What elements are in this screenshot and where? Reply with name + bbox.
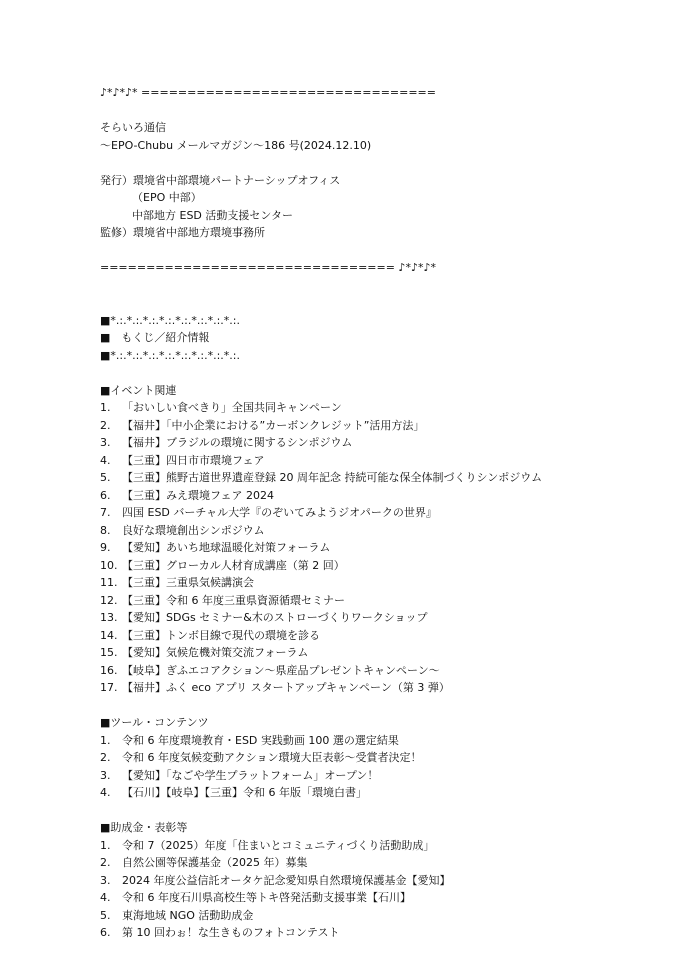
toc-heading: ■ もくじ／紹介情報 xyxy=(100,331,210,344)
list-item xyxy=(100,767,660,785)
item-text: 令和 7（2025）年度「住まいとコミュニティづくり活動助成」 xyxy=(122,838,435,852)
item-number: 6. xyxy=(100,926,111,939)
item-text: 自然公園等保護基金（2025 年）募集 xyxy=(122,856,308,869)
item-text: 2024 年度公益信託オータケ記念愛知県自然環境保護基金【愛知】 xyxy=(122,873,451,887)
item-number: 5. xyxy=(100,471,111,484)
item-text: 「おいしい食べきり」全国共同キャンペーン xyxy=(122,401,342,414)
item-text: 【石川】【岐阜】【三重】令和 6 年版「環境白書」 xyxy=(122,786,367,799)
item-number: 15. xyxy=(100,646,118,659)
list-item xyxy=(100,522,660,540)
item-number: 13. xyxy=(100,611,118,624)
list-item xyxy=(100,399,660,417)
item-number: 17. xyxy=(100,681,118,694)
item-number: 6. xyxy=(100,488,111,502)
item-text: 【愛知】「なごや学生プラットフォーム」オープン！ xyxy=(122,768,379,782)
section-heading-tools: ■ツール・コンテンツ xyxy=(100,716,209,729)
list-item xyxy=(100,644,660,662)
list-item xyxy=(100,679,660,697)
list-item xyxy=(100,907,660,925)
item-number: 3. xyxy=(100,436,111,449)
item-text: 【三重】トンボ目線で現代の環境を診る xyxy=(122,628,320,642)
list-item xyxy=(100,434,660,452)
list-item xyxy=(100,417,660,435)
list-item xyxy=(100,837,660,855)
item-text: 良好な環境創出シンポジウム xyxy=(122,523,265,537)
newsletter-subtitle: ～EPO-Chubu メールマガジン～186 号(2024.12.10) xyxy=(100,138,372,152)
item-text: 【三重】令和 6 年度三重県資源循環セミナー xyxy=(122,593,345,607)
item-number: 11. xyxy=(100,576,118,589)
list-item xyxy=(100,452,660,470)
item-number: 1. xyxy=(100,733,111,747)
item-text: 【福井】ふく eco アプリ スタートアップキャンペーン（第 3 弾） xyxy=(122,681,450,694)
header-decoration-top: ♪*♪*♪* ================================ xyxy=(100,86,436,99)
list-item xyxy=(100,504,660,522)
item-number: 10. xyxy=(100,558,118,572)
item-text: 第 10 回わぉ！な生きものフォトコンテスト xyxy=(122,926,340,939)
toc-border-top: ■*.:.*.:.*.:.*.:.*.:.*.:.*.:.*.:. xyxy=(100,313,240,327)
list-item xyxy=(100,609,660,627)
item-number: 3. xyxy=(100,768,111,782)
toc-border-bottom: ■*.:.*.:.*.:.*.:.*.:.*.:.*.:.*.:. xyxy=(100,348,240,362)
item-text: 【三重】みえ環境フェア 2024 xyxy=(122,488,274,502)
list-item xyxy=(100,469,660,487)
item-number: 1. xyxy=(100,401,111,414)
issuer-line: 発行）環境省中部環境パートナーシップオフィス xyxy=(100,173,341,187)
item-text: 【愛知】あいち地球温暖化対策フォーラム xyxy=(122,541,331,554)
spacer xyxy=(100,802,660,820)
list-item xyxy=(100,784,660,802)
spacer xyxy=(100,697,660,715)
item-number: 16. xyxy=(100,663,118,677)
issuer-abbreviation: （EPO 中部） xyxy=(132,191,202,204)
item-number: 2. xyxy=(100,418,111,432)
list-item xyxy=(100,574,660,592)
item-text: 令和 6 年度気候変動アクション環境大臣表彰～受賞者決定！ xyxy=(122,751,422,764)
item-number: 4. xyxy=(100,453,111,467)
list-item xyxy=(100,557,660,575)
list-item xyxy=(100,749,660,767)
spacer xyxy=(100,242,660,260)
item-number: 7. xyxy=(100,506,111,519)
item-number: 5. xyxy=(100,908,111,922)
item-text: 【三重】グローカル人材育成講座（第 2 回） xyxy=(122,558,345,572)
item-number: 14. xyxy=(100,628,118,642)
item-text: 【福井】「中小企業における”カーボンクレジット”活用方法」 xyxy=(122,418,425,432)
item-number: 1. xyxy=(100,838,111,852)
item-text: 【愛知】SDGs セミナー&木のストローづくりワークショップ xyxy=(122,611,428,624)
list-item xyxy=(100,539,660,557)
spacer xyxy=(100,154,660,172)
list-item xyxy=(100,854,660,872)
spacer xyxy=(100,364,660,382)
item-number: 4. xyxy=(100,891,111,904)
list-item xyxy=(100,662,660,680)
newsletter-page xyxy=(100,84,660,942)
events-list xyxy=(100,399,660,697)
item-text: 【三重】四日市市環境フェア xyxy=(122,453,265,467)
item-text: 【福井】ブラジルの環境に関するシンポジウム xyxy=(122,436,353,449)
list-item xyxy=(100,872,660,890)
list-item xyxy=(100,592,660,610)
list-item xyxy=(100,732,660,750)
list-item xyxy=(100,889,660,907)
newsletter-title: そらいろ通信 xyxy=(100,121,166,134)
item-number: 2. xyxy=(100,751,111,764)
item-number: 8. xyxy=(100,523,111,537)
item-text: 【三重】三重県気候講演会 xyxy=(122,576,254,589)
item-text: 東海地域 NGO 活動助成金 xyxy=(122,908,254,922)
item-text: 【愛知】気候危機対策交流フォーラム xyxy=(122,646,309,659)
spacer xyxy=(100,294,660,312)
section-heading-events: ■イベント関連 xyxy=(100,383,177,397)
item-number: 3. xyxy=(100,873,111,887)
spacer xyxy=(100,277,660,295)
item-text: 四国 ESD バーチャル大学『のぞいてみようジオパークの世界』 xyxy=(122,506,437,519)
list-item xyxy=(100,924,660,942)
tools-list xyxy=(100,732,660,802)
item-number: 9. xyxy=(100,541,111,554)
spacer xyxy=(100,102,660,120)
header-decoration-bottom: ================================ ♪*♪*♪* xyxy=(100,261,436,274)
grants-list xyxy=(100,837,660,942)
section-heading-grants: ■助成金・表彰等 xyxy=(100,821,188,834)
item-text: 【三重】熊野古道世界遺産登録 20 周年記念 持続可能な保全体制づくりシンポジウム xyxy=(122,471,543,484)
item-number: 2. xyxy=(100,856,111,869)
list-item xyxy=(100,627,660,645)
item-number: 4. xyxy=(100,786,111,799)
item-text: 令和 6 年度環境教育・ESD 実践動画 100 選の選定結果 xyxy=(122,733,399,747)
list-item xyxy=(100,487,660,505)
issuer-center: 中部地方 ESD 活動支援センター xyxy=(132,208,293,222)
item-number: 12. xyxy=(100,593,118,607)
item-text: 【岐阜】ぎふエコアクション～県産品プレゼントキャンペーン～ xyxy=(122,663,440,677)
supervisor-line: 監修）環境省中部地方環境事務所 xyxy=(100,226,265,239)
item-text: 令和 6 年度石川県高校生等トキ啓発活動支援事業【石川】 xyxy=(122,891,411,904)
